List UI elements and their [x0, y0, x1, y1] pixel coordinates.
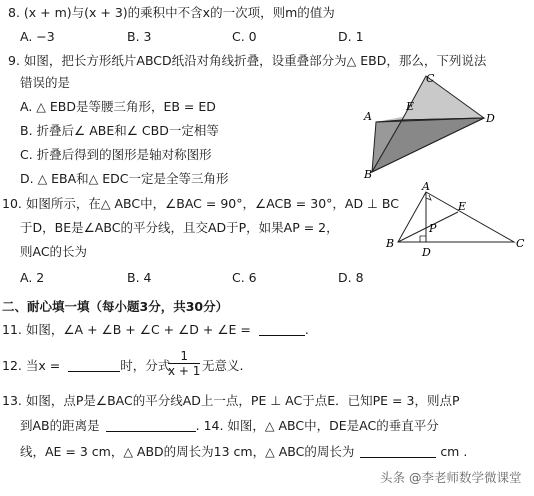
q12-post: 无意义. — [202, 358, 244, 373]
q9-folded-rectangle-figure — [362, 70, 502, 182]
q10-label-c: C — [516, 237, 525, 250]
q10-stem-line3: 则AC的长为 — [20, 244, 88, 259]
section-title: 二、耐心填一填（每小题3分，共30分） — [2, 299, 229, 314]
q12-fraction-numerator: 1 — [168, 349, 200, 364]
q8-option-c: C. 0 — [232, 29, 257, 44]
q10-label-d: D — [422, 246, 431, 258]
q8-option-a: A. −3 — [20, 29, 55, 44]
q9-label-b: B — [364, 168, 373, 181]
q9-label-e: E — [406, 100, 415, 113]
q8-option-d: D. 1 — [338, 29, 364, 44]
q14-line-post: cm . — [440, 444, 468, 459]
q9-stem-line2: 错误的是 — [20, 75, 71, 90]
q14-answer-blank[interactable] — [360, 457, 436, 458]
q12-mid: 时，分式 — [120, 358, 171, 373]
q9-option-c: C. 折叠后得到的图形是轴对称图形 — [20, 147, 212, 162]
q8-option-b: B. 3 — [127, 29, 152, 44]
q12-fraction-denominator: x + 1 — [168, 364, 201, 378]
q12-stem — [2, 358, 170, 374]
q10-option-a: A. 2 — [20, 270, 45, 285]
q10-label-e: E — [458, 200, 467, 213]
q10-option-b: B. 4 — [127, 270, 152, 285]
q13-line2-post: . 14. 如图，△ ABC中，DE是AC的垂直平分 — [195, 418, 439, 433]
q13-stem-line2 — [20, 418, 439, 434]
q10-label-a: A — [422, 180, 430, 193]
q9-label-c: C — [426, 72, 435, 85]
q10-option-d: D. 8 — [338, 270, 364, 285]
q11-text: 11. 如图，∠A + ∠B + ∠C + ∠D + ∠E = — [2, 322, 251, 337]
q9-label-a: A — [364, 110, 372, 123]
q10-option-c: C. 6 — [232, 270, 257, 285]
watermark: 头条 @李老师数学微课堂 — [380, 470, 522, 485]
q9-stem-line1: 9. 如图，把长方形纸片ABCD纸沿对角线折叠，设重叠部分为△ EBD，那么，下列说法 — [8, 53, 487, 68]
q11-stem — [2, 322, 309, 338]
q10-label-b: B — [386, 237, 395, 250]
q10-right-triangle-figure — [384, 180, 530, 258]
q9-option-a: A. △ EBD是等腰三角形，EB = ED — [20, 99, 216, 114]
q13-answer-blank[interactable] — [106, 431, 196, 432]
q12-answer-blank[interactable] — [68, 371, 120, 372]
q14-line-pre: 线，AE = 3 cm，△ ABD的周长为13 cm，△ ABC的周长为 — [20, 444, 355, 459]
q10-stem-line2: 于D，BE是∠ABC的平分线，且交AD于P，如果AP = 2， — [20, 220, 339, 235]
q11-end: . — [304, 322, 309, 337]
q12-fraction — [168, 349, 200, 378]
q13-line2-pre: 到AB的距离是 — [20, 418, 100, 433]
q13-stem-line1: 13. 如图，点P是∠BAC的平分线AD上一点，PE ⊥ AC于点E．已知PE = 3，则点P — [2, 393, 460, 408]
q9-label-d: D — [486, 112, 495, 125]
q12-pre: 12. 当x = — [2, 358, 61, 373]
q9-option-b: B. 折叠后∠ ABE和∠ CBD一定相等 — [20, 123, 219, 138]
q9-option-d: D. △ EBA和△ EDC一定是全等三角形 — [20, 171, 229, 186]
q11-answer-blank[interactable] — [259, 335, 305, 336]
q8-stem: 8. (x + m)与(x + 3)的乘积中不含x的一次项，则m的值为 — [8, 5, 335, 20]
q10-label-p: P — [429, 222, 437, 235]
q14-stem-line — [20, 444, 467, 460]
q10-stem-line1: 10. 如图所示，在△ ABC中，∠BAC = 90°，∠ACB = 30°，AD ⊥ BC — [2, 196, 400, 211]
